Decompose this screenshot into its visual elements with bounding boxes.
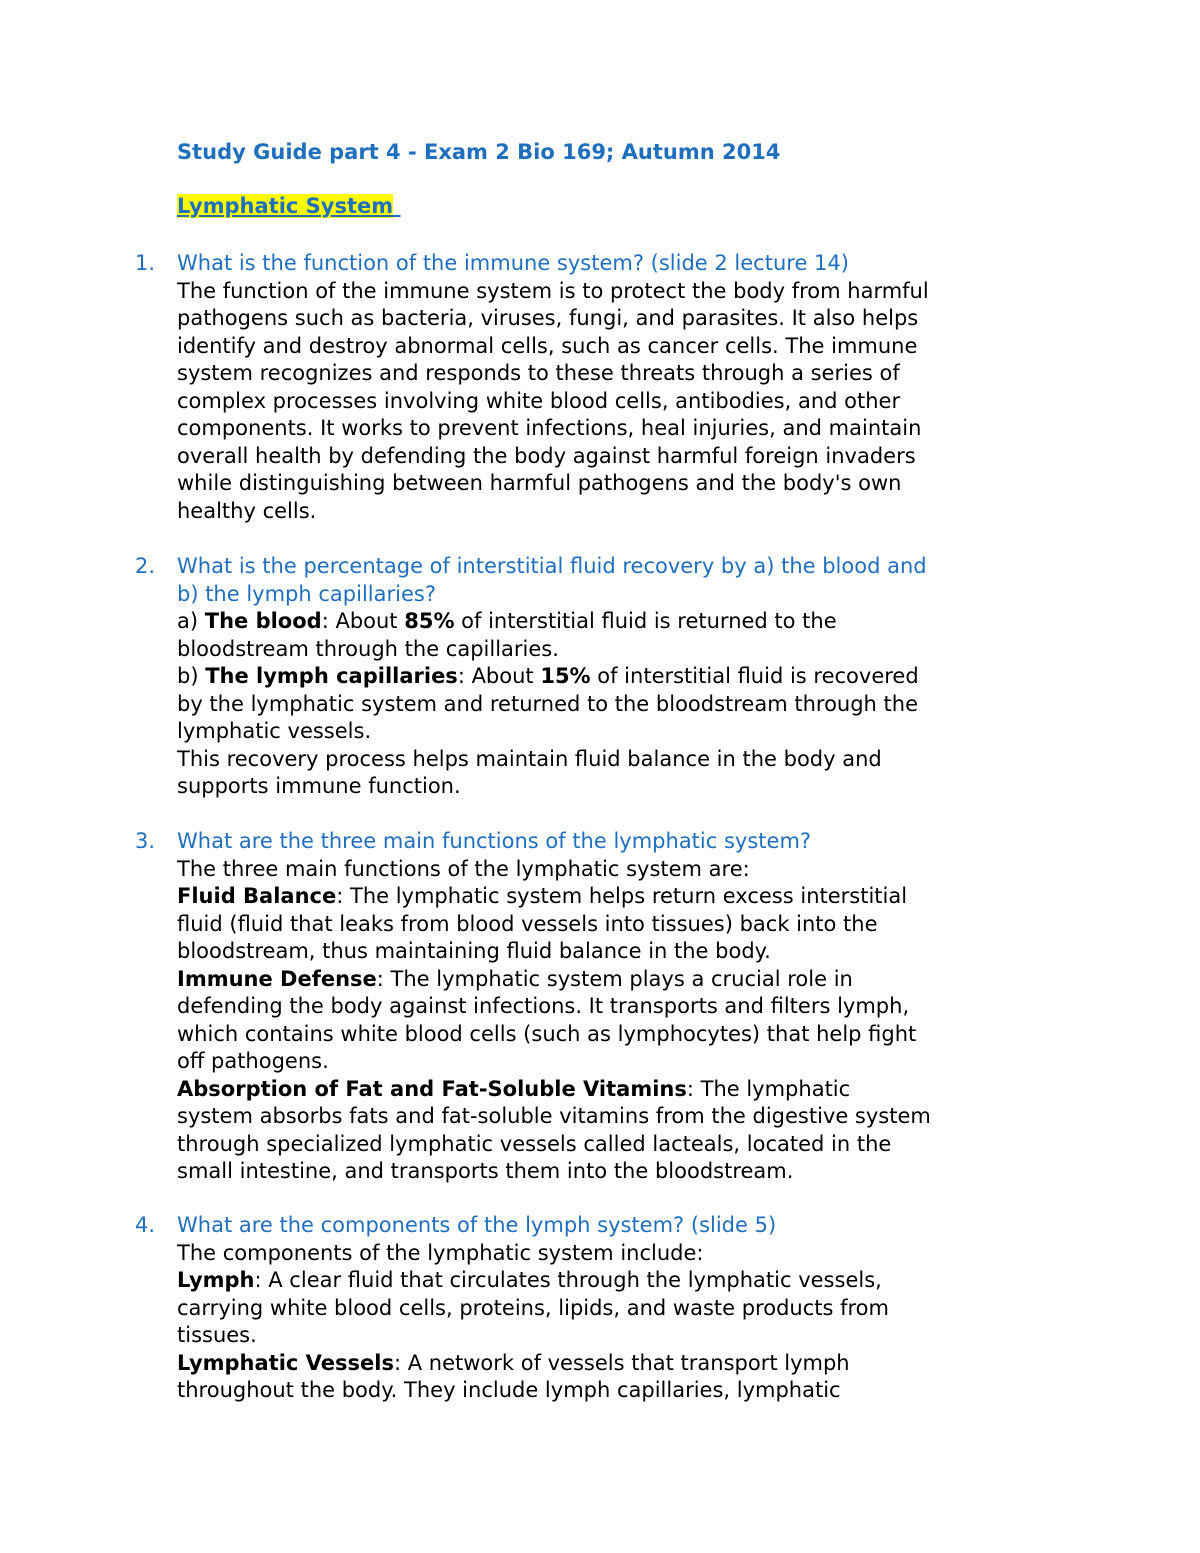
question-3 xyxy=(135,828,1047,1186)
answer-line: complex processes involving white blood cells, antibodies, and other xyxy=(177,388,901,413)
question-text: What are the three main functions of the lymphatic system? xyxy=(177,829,812,853)
answer-text: : About xyxy=(321,609,405,633)
answer-line xyxy=(177,1076,1047,1104)
answer-term: Fluid Balance xyxy=(177,884,337,908)
answer-line: carrying white blood cells, proteins, lipids, and waste products from xyxy=(177,1295,889,1320)
section-heading xyxy=(177,194,400,218)
question-number: 2. xyxy=(135,554,156,578)
answer-line: supports immune function. xyxy=(177,774,461,798)
answer-prefix: b) xyxy=(177,664,206,688)
answer-line: components. It works to prevent infections, heal injuries, and maintain xyxy=(177,416,922,440)
document-title: Study Guide part 4 - Exam 2 Bio 169; Autumn 2014 xyxy=(177,140,781,164)
answer-text: : About xyxy=(457,664,541,688)
answer-line xyxy=(177,966,1047,994)
answer-line: fluid (fluid that leaks from blood vessels into tissues) back into the xyxy=(177,911,878,936)
answer-text: : The lymphatic system plays a crucial role in xyxy=(376,966,853,991)
answer-line: bloodstream through the capillaries. xyxy=(177,636,559,661)
question-2 xyxy=(135,553,1047,801)
question-text: What are the components of the lymph system? (slide 5) xyxy=(177,1213,777,1237)
answer-text: of interstitial fluid is recovered xyxy=(590,664,919,688)
answer-line: The components of the lymphatic system include: xyxy=(177,1240,704,1265)
answer-text: : A clear fluid that circulates through the lymphatic vessels, xyxy=(254,1268,882,1292)
answer-line xyxy=(177,1267,1047,1295)
answer-line: throughout the body. They include lymph capillaries, lymphatic xyxy=(177,1378,841,1402)
question-1 xyxy=(135,250,1047,525)
percentage-value: 85% xyxy=(404,609,455,633)
question-number: 3. xyxy=(135,829,156,853)
answer-term: Immune Defense xyxy=(177,966,377,991)
answer-line: system absorbs fats and fat-soluble vitamins from the digestive system xyxy=(177,1104,931,1128)
answer-line xyxy=(177,1350,1047,1378)
answer-line: lymphatic vessels. xyxy=(177,719,372,743)
percentage-value: 15% xyxy=(540,664,591,688)
answer-line: The function of the immune system is to protect the body from harmful xyxy=(177,278,929,303)
answer-line: while distinguishing between harmful pathogens and the body's own xyxy=(177,471,902,495)
answer-line: overall health by defending the body against harmful foreign invaders xyxy=(177,443,916,468)
answer-line: This recovery process helps maintain fluid balance in the body and xyxy=(177,746,882,771)
question-4 xyxy=(135,1212,1047,1405)
answer-term: Lymph xyxy=(177,1268,255,1292)
answer-line: by the lymphatic system and returned to the bloodstream through the xyxy=(177,691,919,716)
answer-line: identify and destroy abnormal cells, such as cancer cells. The immune xyxy=(177,333,918,358)
question-text: What is the percentage of interstitial fluid recovery by a) the blood and xyxy=(177,554,927,578)
answer-line: pathogens such as bacteria, viruses, fungi, and parasites. It also helps xyxy=(177,306,919,330)
question-text: What is the function of the immune system? (slide 2 lecture 14) xyxy=(177,251,849,275)
question-number: 1. xyxy=(135,251,156,275)
section-heading-text: Lymphatic System xyxy=(177,194,394,218)
answer-line xyxy=(177,608,1047,636)
answer-text: of interstitial fluid is returned to the xyxy=(454,609,837,633)
answer-line xyxy=(177,663,1047,691)
question-text: b) the lymph capillaries? xyxy=(177,581,436,606)
answer-text: : A network of vessels that transport lymph xyxy=(393,1350,850,1375)
answer-line: defending the body against infections. It transports and filters lymph, xyxy=(177,994,910,1018)
question-number: 4. xyxy=(135,1213,156,1237)
answer-prefix: a) xyxy=(177,609,205,633)
answer-line: tissues. xyxy=(177,1323,257,1347)
answer-line: system recognizes and responds to these threats through a series of xyxy=(177,361,900,385)
answer-line: off pathogens. xyxy=(177,1049,329,1073)
answer-line: healthy cells. xyxy=(177,498,317,523)
answer-term: The blood xyxy=(204,609,322,633)
answer-term: The lymph capillaries xyxy=(205,664,458,688)
answer-text: : The lymphatic system helps return excess interstitial xyxy=(336,884,908,908)
answer-line: The three main functions of the lymphatic system are: xyxy=(177,856,750,881)
answer-line: through specialized lymphatic vessels called lacteals, located in the xyxy=(177,1131,892,1156)
answer-line: small intestine, and transports them into the bloodstream. xyxy=(177,1159,794,1183)
answer-term: Lymphatic Vessels xyxy=(177,1350,394,1375)
answer-term: Absorption of Fat and Fat-Soluble Vitamins xyxy=(177,1076,687,1101)
answer-line xyxy=(177,883,1047,911)
answer-text: : The lymphatic xyxy=(686,1076,851,1101)
answer-line: which contains white blood cells (such as lymphocytes) that help fight xyxy=(177,1021,917,1046)
answer-line: bloodstream, thus maintaining fluid balance in the body. xyxy=(177,939,771,963)
